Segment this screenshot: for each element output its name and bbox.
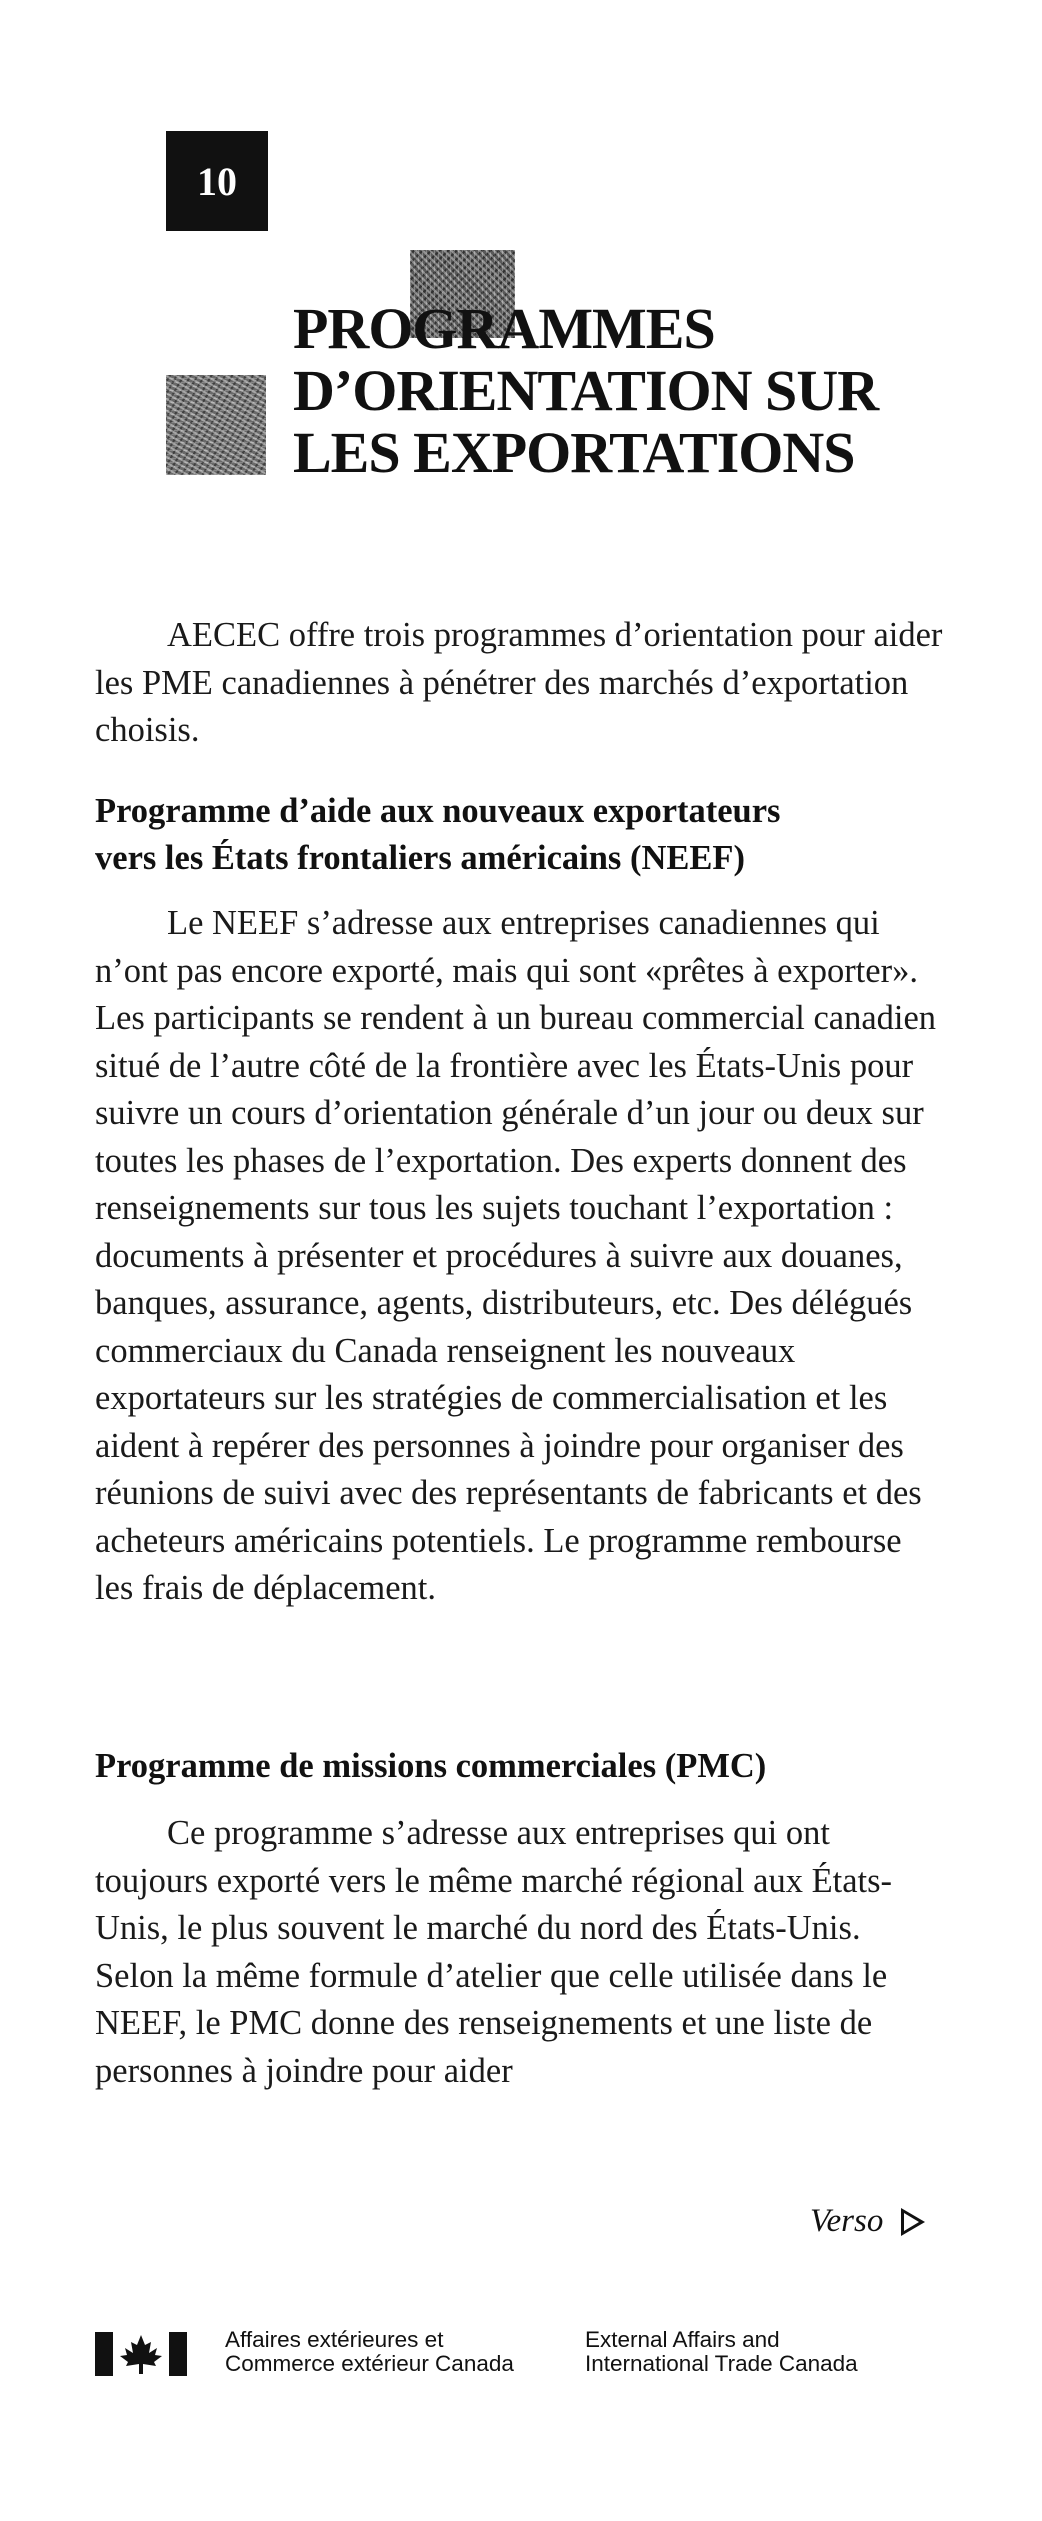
verso-label: Verso xyxy=(810,2203,884,2239)
footer-department-english: External Affairs and International Trade Canada xyxy=(585,2327,858,2376)
section-heading-pmc: Programme de missions commerciales (PMC) xyxy=(95,1747,767,1785)
canada-flag-symbol-icon xyxy=(95,2332,187,2376)
title-line: D’ORIENTATION SUR xyxy=(293,358,879,423)
title-line: LES EXPORTATIONS xyxy=(293,420,855,485)
decorative-texture-block xyxy=(166,375,266,475)
footer xyxy=(95,2328,975,2388)
page-title xyxy=(293,298,993,484)
verso-link[interactable] xyxy=(810,2203,925,2240)
page-number: 10 xyxy=(166,131,268,231)
intro-paragraph: AECEC offre trois programmes d’orientation pour aider les PME canadiennes à pénétrer des marchés d’exportation choisis. xyxy=(95,616,943,749)
triangle-right-outline-icon xyxy=(901,2208,925,2236)
section-heading-neef: Programme d’aide aux nouveaux exportateurs vers les États frontaliers américains (NEEF) xyxy=(95,792,781,877)
pmc-paragraph: Ce programme s’adresse aux entreprises qui ont toujours exporté vers le même marché régional aux États-Unis, le plus souvent le marché du nord des États-Unis. Selon la même formule d’atelier que celle utilisée dans le NEEF, le PMC donne des renseignements et une liste de personnes à joindre pour aider xyxy=(95,1814,893,2090)
footer-department-french: Affaires extérieures et Commerce extérieur Canada xyxy=(225,2327,514,2376)
title-line: PROGRAMMES xyxy=(293,296,715,361)
neef-paragraph: Le NEEF s’adresse aux entreprises canadiennes qui n’ont pas encore exporté, mais qui sont «prêtes à exporter». Les participants se rendent à un bureau commercial canadien situé de l’autre côté de la frontière avec les États-Unis pour suivre un cours d’orientation générale d’un jour ou deux sur toutes les phases de l’exportation. Des experts donnent des renseignements sur tous les sujets touchant l’exportation : documents à présenter et procédures à suivre aux douanes, banques, assurance, agents, distributeurs, etc. Des délégués commerciaux du Canada renseignent les nouveaux exportateurs sur les stratégies de commercialisation et les aident à repérer des personnes à joindre pour organiser des réunions de suivi avec des représentants de fabricants et des acheteurs américains potentiels. Le programme rembourse les frais de déplacement. xyxy=(95,904,937,1607)
